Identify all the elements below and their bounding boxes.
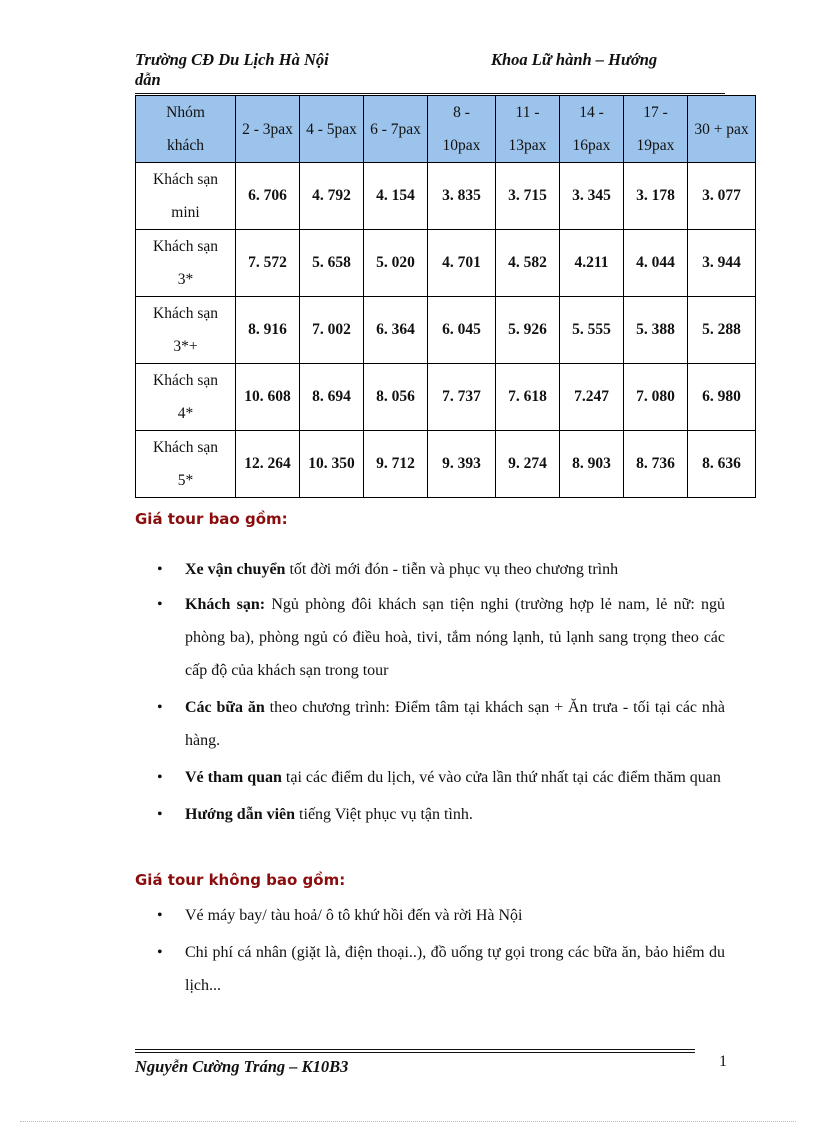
- price-cell: [624, 297, 688, 364]
- bullet-icon: •: [157, 561, 163, 578]
- page-header: [135, 50, 725, 96]
- price-cell: [364, 297, 428, 364]
- table-row: [136, 364, 756, 431]
- header-cell: [688, 96, 756, 163]
- price-cell: [428, 364, 496, 431]
- price-value: 4. 701: [442, 254, 481, 271]
- price-cell: [624, 364, 688, 431]
- price-cell: [688, 364, 756, 431]
- price-value: 4. 044: [636, 254, 675, 271]
- row-label-cell: [136, 230, 236, 297]
- price-cell: [300, 431, 364, 498]
- table-body: [136, 163, 756, 498]
- price-cell: [236, 364, 300, 431]
- excluded-item-text: Vé máy bay/ tàu hoả/ ô tô khứ hồi đến và rời Hà Nội: [185, 907, 523, 924]
- price-cell: [236, 163, 300, 230]
- price-value: 9. 712: [376, 455, 415, 472]
- excluded-item: [135, 899, 725, 932]
- included-item-bold: Các bữa ăn: [185, 699, 265, 716]
- included-item-text: tốt đời mới đón - tiễn và phục vụ theo chương trình: [285, 561, 619, 578]
- price-value: 8. 736: [636, 455, 675, 472]
- price-value: 7. 618: [508, 388, 547, 405]
- included-item: [135, 798, 725, 831]
- price-value: 7. 737: [442, 388, 481, 405]
- bullet-icon: •: [157, 907, 163, 924]
- price-table: [135, 95, 756, 498]
- excluded-item: [135, 936, 725, 1002]
- price-cell: [496, 431, 560, 498]
- row-label-text: Khách sạn: [153, 305, 218, 322]
- bullet-icon: •: [157, 769, 163, 786]
- price-cell: [364, 431, 428, 498]
- price-cell: [300, 230, 364, 297]
- header-cell-text: 19pax: [636, 137, 675, 154]
- row-label-text: 3*+: [173, 338, 198, 355]
- included-item: [135, 588, 725, 687]
- header-cell: [496, 96, 560, 163]
- page-bottom-dotted-line: [20, 1121, 796, 1122]
- price-value: 5. 020: [376, 254, 415, 271]
- price-cell: [364, 364, 428, 431]
- price-value: 5. 658: [312, 254, 351, 271]
- price-cell: [688, 230, 756, 297]
- price-value: 8. 903: [572, 455, 611, 472]
- header-department: Khoa Lữ hành – Hướng: [491, 50, 658, 69]
- price-value: 12. 264: [244, 455, 291, 472]
- header-cell: [364, 96, 428, 163]
- header-cell-text: 14 -: [579, 104, 604, 121]
- header-cell-text: 6 - 7pax: [370, 120, 421, 138]
- price-value: 9. 393: [442, 455, 481, 472]
- price-value: 10. 608: [244, 388, 291, 405]
- price-cell: [560, 230, 624, 297]
- price-cell: [560, 163, 624, 230]
- table-header-row: [136, 96, 756, 163]
- included-item-text: Ngủ phòng đôi khách sạn tiện nghi (trường hợp lẻ nam, lẻ nữ: ngủ phòng ba), phòng ngủ có điều hoà, tivi, tắm nóng lạnh, tủ lạnh sang trọng theo các cấp độ của khách sạn trong tour: [185, 596, 726, 679]
- row-label-text: 3*: [177, 271, 194, 288]
- price-value: 7.247: [574, 388, 609, 405]
- table-row: [136, 297, 756, 364]
- included-item-bold: Vé tham quan: [185, 769, 282, 786]
- header-cell-text: Nhóm: [166, 104, 205, 121]
- row-label-cell: [136, 297, 236, 364]
- header-cell-text: 17 -: [643, 104, 668, 121]
- row-label-text: 4*: [177, 405, 194, 422]
- price-value: 3. 077: [702, 187, 741, 204]
- price-value: 3. 345: [572, 187, 611, 204]
- price-value: 6. 045: [442, 321, 481, 338]
- price-value: 7. 572: [248, 254, 287, 271]
- price-value: 4. 154: [376, 187, 415, 204]
- price-cell: [688, 431, 756, 498]
- price-cell: [300, 163, 364, 230]
- price-cell: [428, 163, 496, 230]
- price-cell: [560, 364, 624, 431]
- price-cell: [428, 431, 496, 498]
- price-value: 4. 792: [312, 187, 351, 204]
- price-value: 5. 388: [636, 321, 675, 338]
- header-continuation: dẫn: [135, 70, 161, 89]
- row-label-text: Khách sạn: [153, 171, 218, 188]
- header-cell-text: 2 - 3pax: [242, 120, 293, 138]
- included-item-bold: Khách sạn:: [185, 596, 266, 613]
- header-cell: [560, 96, 624, 163]
- price-value: 3. 835: [442, 187, 481, 204]
- bullet-icon: •: [157, 944, 163, 961]
- price-value: 8. 916: [248, 321, 287, 338]
- price-cell: [496, 364, 560, 431]
- price-value: 4.211: [574, 254, 609, 271]
- price-cell: [428, 297, 496, 364]
- price-cell: [236, 431, 300, 498]
- price-value: 6. 980: [702, 388, 741, 405]
- included-item-text: tiếng Việt phục vụ tận tình.: [295, 806, 473, 823]
- price-value: 8. 636: [702, 455, 741, 472]
- price-cell: [624, 230, 688, 297]
- price-cell: [300, 364, 364, 431]
- table-row: [136, 431, 756, 498]
- row-label-text: Khách sạn: [153, 439, 218, 456]
- price-value: 3. 944: [702, 254, 741, 271]
- excluded-item-text: Chi phí cá nhân (giặt là, điện thoại..), đồ uống tự gọi trong các bữa ăn, bảo hiểm du lịch...: [185, 944, 725, 994]
- included-item-bold: Xe vận chuyển: [185, 561, 286, 578]
- price-cell: [496, 230, 560, 297]
- excluded-list: [135, 899, 725, 1002]
- included-item: [135, 691, 725, 757]
- price-cell: [496, 163, 560, 230]
- header-cell-text: 11 -: [515, 104, 540, 121]
- price-value: 10. 350: [308, 455, 355, 472]
- header-cell-text: 10pax: [442, 137, 481, 154]
- price-value: 9. 274: [508, 455, 547, 472]
- excluded-title: Giá tour không bao gồm:: [135, 871, 346, 889]
- price-cell: [300, 297, 364, 364]
- table-row: [136, 163, 756, 230]
- price-value: 6. 706: [248, 187, 287, 204]
- header-left: [135, 50, 375, 90]
- header-cell: [428, 96, 496, 163]
- price-cell: [236, 297, 300, 364]
- row-label-text: Khách sạn: [153, 372, 218, 389]
- bullet-icon: •: [157, 806, 163, 823]
- included-item: [135, 761, 725, 794]
- included-list: [135, 553, 725, 831]
- bullet-icon: •: [157, 596, 163, 613]
- included-item-text: theo chương trình: Điểm tâm tại khách sạn + Ăn trưa - tối tại các nhà hàng.: [185, 699, 726, 749]
- header-cell-text: khách: [166, 137, 204, 154]
- header-school: Trường CĐ Du Lịch Hà Nội: [135, 50, 329, 69]
- header-cell-text: 30 + pax: [694, 120, 749, 138]
- row-label-cell: [136, 364, 236, 431]
- price-cell: [364, 163, 428, 230]
- footer-author: Nguyễn Cường Tráng – K10B3: [135, 1057, 349, 1076]
- row-label-text: 5*: [177, 472, 194, 489]
- price-cell: [624, 431, 688, 498]
- page-number: 1: [719, 1053, 727, 1070]
- price-value: 7. 080: [636, 388, 675, 405]
- header-cell-text: 4 - 5pax: [306, 120, 357, 138]
- price-cell: [236, 230, 300, 297]
- included-item-bold: Hướng dẫn viên: [185, 806, 296, 823]
- row-label-text: Khách sạn: [153, 238, 218, 255]
- price-cell: [560, 431, 624, 498]
- price-cell: [496, 297, 560, 364]
- footer-rule: [135, 1049, 695, 1050]
- price-value: 5. 555: [572, 321, 611, 338]
- header-cell: [624, 96, 688, 163]
- included-title: Giá tour bao gồm:: [135, 510, 288, 528]
- header-rule: [135, 93, 725, 94]
- price-value: 3. 715: [508, 187, 547, 204]
- header-cell: [300, 96, 364, 163]
- row-label-cell: [136, 431, 236, 498]
- row-label-text: mini: [171, 204, 200, 221]
- price-value: 5. 288: [702, 321, 741, 338]
- price-value: 5. 926: [508, 321, 547, 338]
- header-cell-group: [136, 96, 236, 163]
- price-cell: [428, 230, 496, 297]
- header-cell-text: 13pax: [508, 137, 547, 154]
- footer-rule-double: [135, 1052, 695, 1053]
- row-label-cell: [136, 163, 236, 230]
- header-cell-text: 8 -: [453, 104, 470, 121]
- price-cell: [688, 297, 756, 364]
- price-value: 7. 002: [312, 321, 351, 338]
- bullet-icon: •: [157, 699, 163, 716]
- price-value: 8. 056: [376, 388, 415, 405]
- price-cell: [624, 163, 688, 230]
- price-value: 6. 364: [376, 321, 415, 338]
- table-row: [136, 230, 756, 297]
- price-value: 8. 694: [312, 388, 351, 405]
- included-item: [135, 553, 725, 586]
- price-cell: [688, 163, 756, 230]
- price-cell: [560, 297, 624, 364]
- header-cell: [236, 96, 300, 163]
- header-cell-text: 16pax: [572, 137, 611, 154]
- included-item-text: tại các điểm du lịch, vé vào cửa lần thứ nhất tại các điểm thăm quan: [281, 769, 721, 786]
- price-value: 4. 582: [508, 254, 547, 271]
- price-cell: [364, 230, 428, 297]
- price-value: 3. 178: [636, 187, 675, 204]
